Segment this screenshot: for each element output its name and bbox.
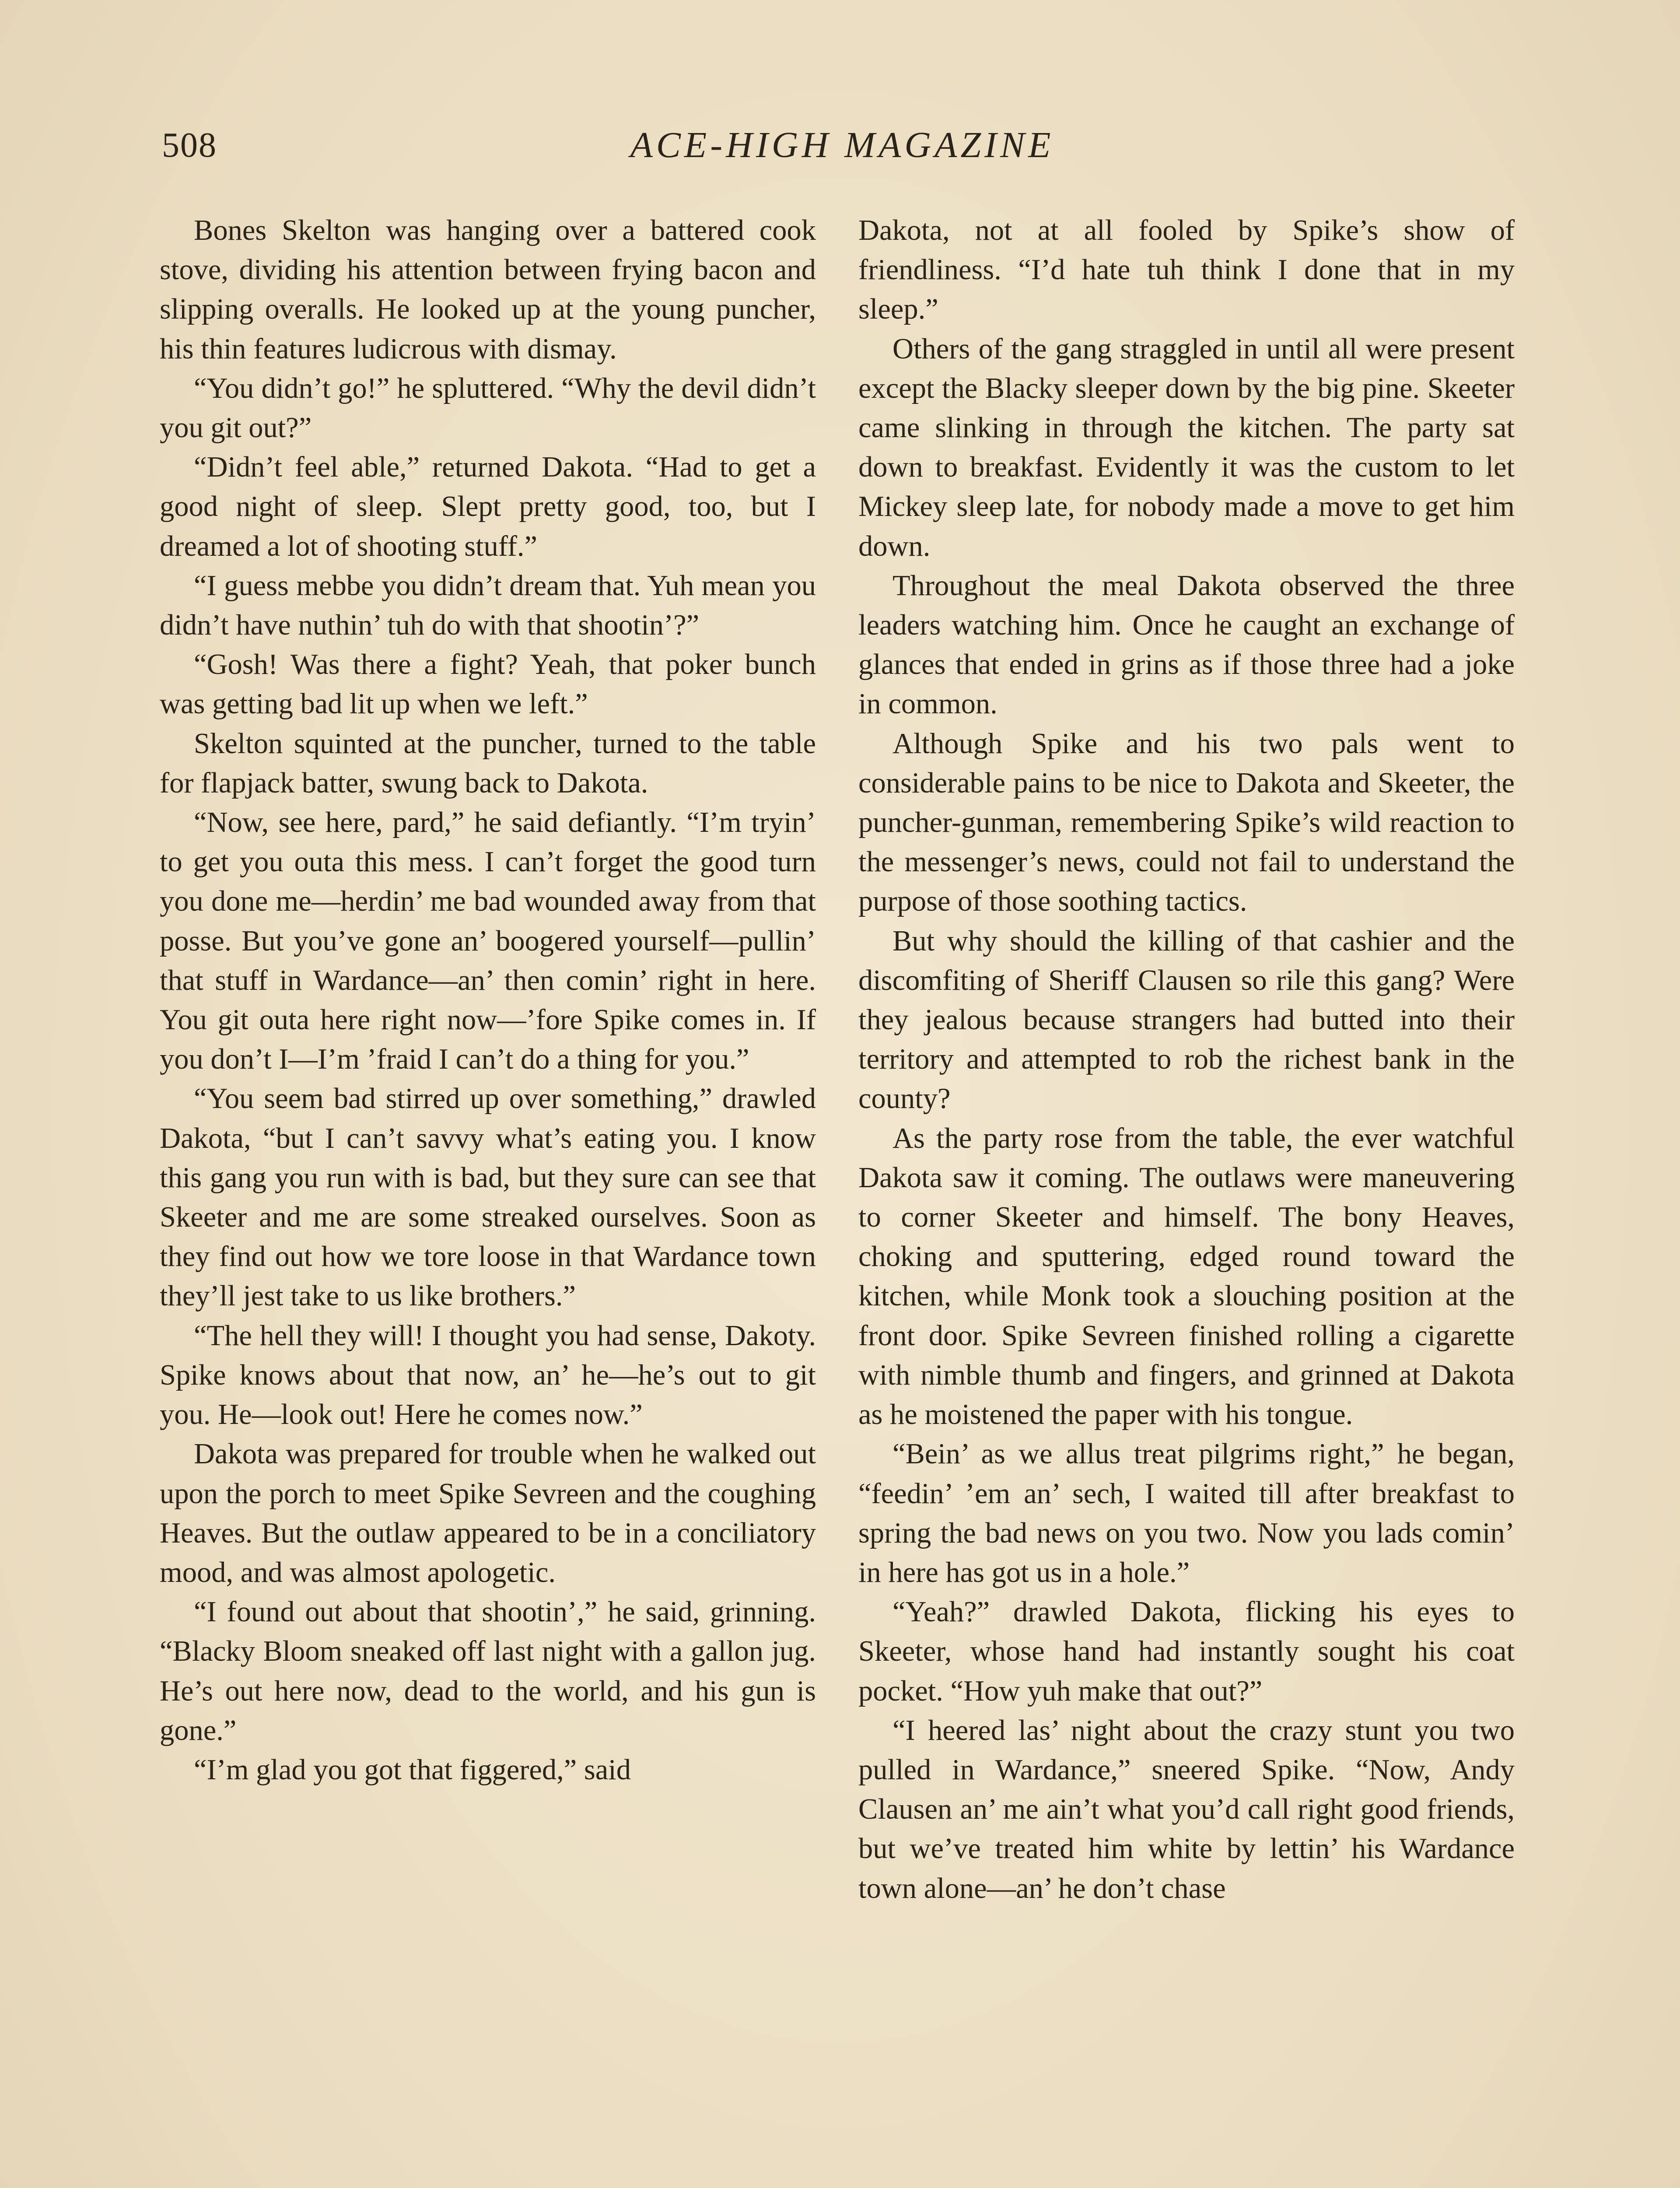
paragraph: “I’m glad you got that figgered,” said	[194, 1753, 631, 1786]
paragraph: “Gosh! Was there a fight? Yeah, that poker bunch was getting bad lit up when we left.”	[160, 649, 816, 720]
paragraph: Others of the gang straggled in until all were present except the Blacky sleeper down by the big pine. Skeeter came slinking in through the kitchen. The party sat down to breakfast. Evidently it was the custom to let Mickey sleep late, for nobody made a move to get him down.	[858, 333, 1515, 562]
paragraph-continued: Dakota, not at all fooled by Spike’s show of friendliness. “I’d hate tuh think I done that in my sleep.”	[858, 214, 1515, 326]
paragraph: “I guess mebbe you didn’t dream that. Yuh mean you didn’t have nuthin’ tuh do with that shootin’?”	[160, 569, 816, 642]
paragraph: As the party rose from the table, the ever watchful Dakota saw it coming. The outlaws were maneuvering to corner Skeeter and himself. The bony Heaves, choking and sputtering, edged round toward the kitchen, while Monk took a slouching position at the front door. Spike Sevreen finished rolling a cigarette with nimble thumb and fingers, and grinned at Dakota as he moistened the paper with his tongue.	[858, 1122, 1515, 1431]
paragraph: Although Spike and his two pals went to considerable pains to be nice to Dakota and Skeeter, the puncher-gunman, remembering Spike’s wild reaction to the messenger’s news, could not fail to understand the purpose of those soothing tactics.	[858, 727, 1515, 918]
paragraph: “Yeah?” drawled Dakota, flicking his eyes to Skeeter, whose hand had instantly sought his coat pocket. “How yuh make that out?”	[858, 1596, 1515, 1707]
left-column	[160, 211, 816, 1790]
paragraph: “Now, see here, pard,” he said defiantly. “I’m tryin’ to get you outa this mess. I can’t forget the good turn you done me—herdin’ me bad wounded away from that posse. But you’ve gone an’ boogered yourself—pullin’ that stuff in Wardance—an’ then comin’ right in here. You git outa here right now—’fore Spike comes in. If you don’t I—I’m ’fraid I can’t do a thing for you.”	[160, 806, 816, 1076]
page-header	[162, 123, 1522, 172]
paragraph: Dakota was prepared for trouble when he walked out upon the porch to meet Spike Sevreen and the coughing Heaves. But the outlaw appeared to be in a conciliatory mood, and was almost apologetic.	[160, 1438, 816, 1588]
page-number: 508	[162, 126, 217, 165]
paragraph: “You didn’t go!” he spluttered. “Why the devil didn’t you git out?”	[160, 372, 816, 444]
paragraph: “Bein’ as we allus treat pilgrims right,” he began, “feedin’ ’em an’ sech, I waited till after breakfast to spring the bad news on you two. Now you lads comin’ in here has got us in a hole.”	[858, 1438, 1515, 1588]
right-column	[858, 211, 1515, 1908]
paragraph: “You seem bad stirred up over something,” drawled Dakota, “but I can’t savvy what’s eating you. I know this gang you run with is bad, but they sure can see that Skeeter and me are some streaked ourselves. Soon as they find out how we tore loose in that Wardance town they’ll jest take to us like brothers.”	[160, 1083, 816, 1312]
paragraph: Throughout the meal Dakota observed the three leaders watching him. Once he caught an exchange of glances that ended in grins as if those three had a joke in common.	[858, 569, 1515, 720]
paragraph: “I found out about that shootin’,” he said, grinning. “Blacky Bloom sneaked off last night with a gallon jug. He’s out here now, dead to the world, and his gun is gone.”	[160, 1596, 816, 1746]
running-head: ACE-HIGH MAGAZINE	[630, 125, 1054, 165]
paragraph: Bones Skelton was hanging over a battered cook stove, dividing his attention between frying bacon and slipping overalls. He looked up at the young puncher, his thin features ludicrous with dismay.	[160, 214, 816, 365]
paragraph: Skelton squinted at the puncher, turned to the table for flapjack batter, swung back to Dakota.	[160, 727, 816, 799]
paragraph: “I heered las’ night about the crazy stunt you two pulled in Wardance,” sneered Spike. “Now, Andy Clausen an’ me ain’t what you’d call right good friends, but we’ve treated him white by lettin’ his Wardance town alone—an’ he don’t chase	[858, 1714, 1515, 1904]
paragraph: But why should the killing of that cashier and the discomfiting of Sheriff Clausen so rile this gang? Were they jealous because strangers had butted into their territory and attempted to rob the richest bank in the county?	[858, 925, 1515, 1115]
paragraph: “Didn’t feel able,” returned Dakota. “Had to get a good night of sleep. Slept pretty good, too, but I dreamed a lot of shooting stuff.”	[160, 451, 816, 562]
paragraph: “The hell they will! I thought you had sense, Dakoty. Spike knows about that now, an’ he—he’s out to git you. He—look out! Here he comes now.”	[160, 1319, 816, 1431]
